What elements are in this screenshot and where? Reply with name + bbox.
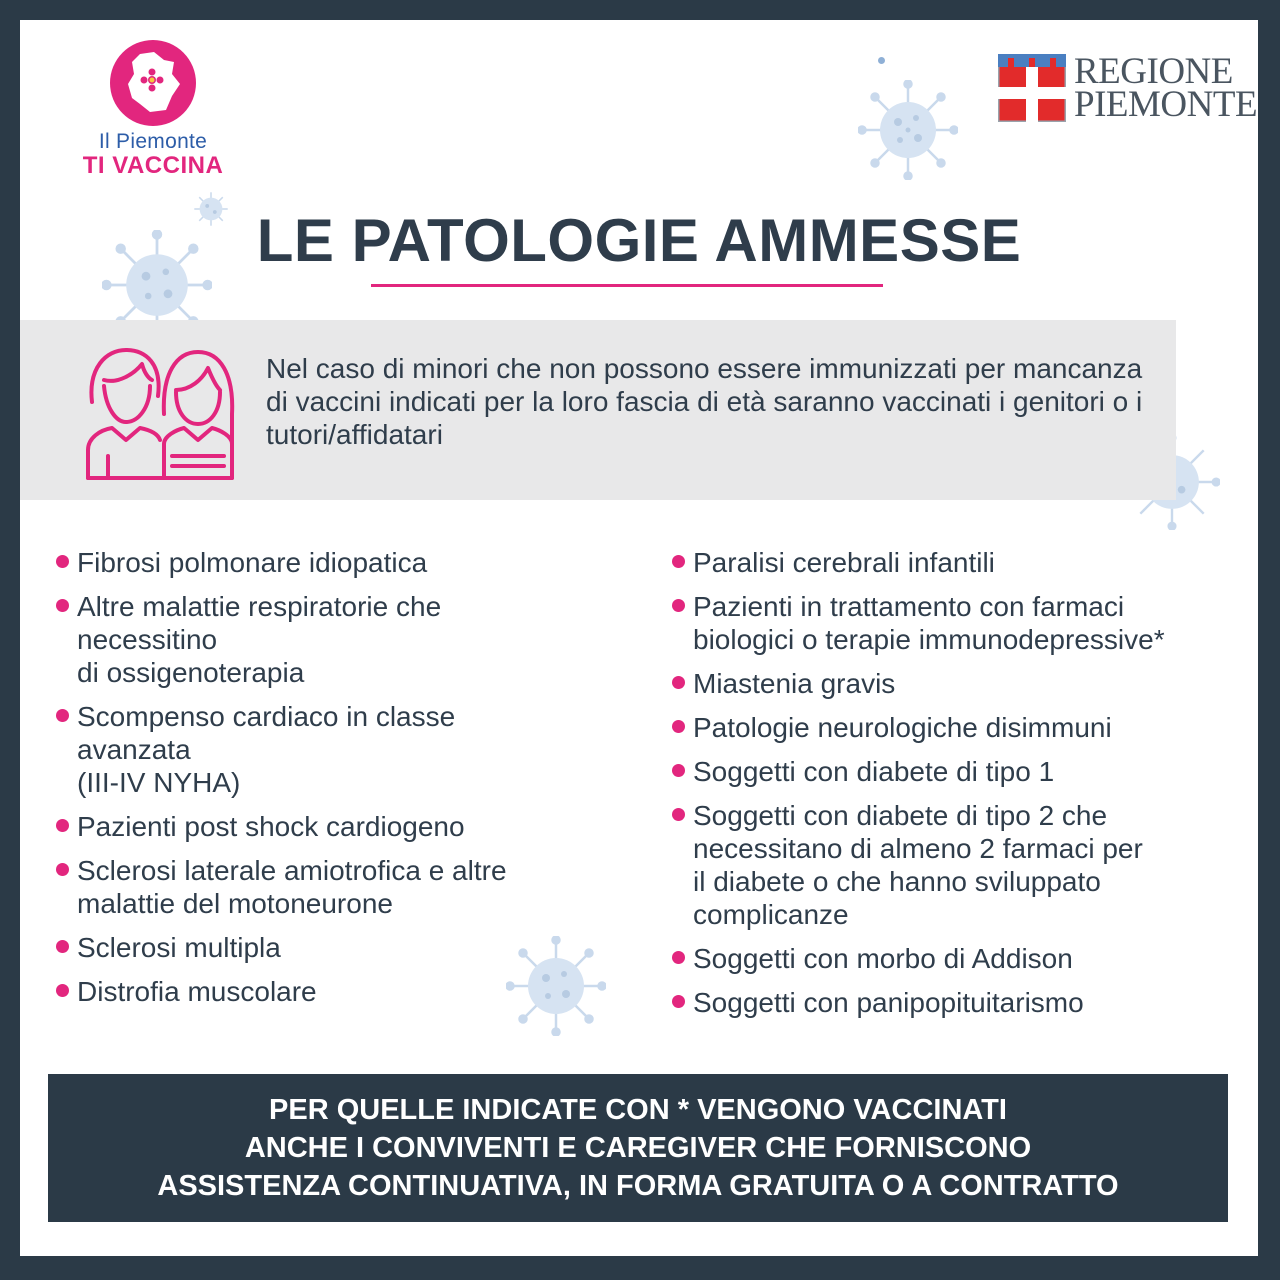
parents-icon <box>84 344 236 482</box>
bullet-icon <box>672 555 685 568</box>
logo-line-2: TI VACCINA <box>82 152 224 179</box>
bullet-icon <box>672 808 685 821</box>
list-item <box>56 854 586 920</box>
bullet-icon <box>672 764 685 777</box>
infographic-card <box>20 20 1258 1256</box>
bullet-icon <box>56 819 69 832</box>
list-item-text: Soggetti con morbo di Addison <box>693 943 1073 974</box>
list-item-text: Sclerosi laterale amiotrofica e altre malattie del motoneurone <box>77 855 507 919</box>
bullet-icon <box>56 555 69 568</box>
list-item-text: Soggetti con panipopituitarismo <box>693 987 1084 1018</box>
list-item-text: Pazienti post shock cardiogeno <box>77 811 465 842</box>
list-item-text: Miastenia gravis <box>693 668 896 699</box>
pathologies-list-left <box>56 546 586 1019</box>
bullet-icon <box>672 599 685 612</box>
list-item-text: Altre malattie respiratorie che necessitino di ossigenoterapia <box>77 591 442 688</box>
list-item <box>672 546 1232 579</box>
region-line-1: REGIONE <box>1074 51 1233 92</box>
list-item-text: Scompenso cardiaco in classe avanzata (III-IV NYHA) <box>77 701 456 798</box>
notice-text: Nel caso di minori che non possono essere immunizzati per mancanza di vaccini indicati per la loro fascia di età saranno vaccinati i genitori o i tutori/affidatari <box>266 353 1143 450</box>
list-item <box>56 810 586 843</box>
notice-band <box>20 320 1176 500</box>
title-underline <box>371 284 883 287</box>
list-item <box>56 931 586 964</box>
virus-dot <box>878 57 885 64</box>
list-item <box>672 667 1232 700</box>
logo-line-1: Il Piemonte <box>98 130 208 153</box>
footer-note <box>48 1074 1228 1222</box>
list-item <box>56 546 586 579</box>
page-title: LE PATOLOGIE AMMESSE <box>256 207 1022 274</box>
piemonte-ti-vaccina-logo <box>78 40 228 180</box>
list-item-text: Sclerosi multipla <box>77 932 281 963</box>
list-item <box>56 590 586 689</box>
piemonte-map-flower-icon <box>110 40 196 126</box>
list-item <box>672 590 1232 656</box>
list-item <box>56 975 586 1008</box>
region-line-2: PIEMONTE <box>1074 84 1258 125</box>
list-item-text: Soggetti con diabete di tipo 1 <box>693 756 1055 787</box>
list-item <box>672 986 1232 1019</box>
list-item-text: Patologie neurologiche disimmuni <box>693 712 1112 743</box>
virus-icon <box>858 80 958 180</box>
pathologies-list-right <box>672 546 1232 1030</box>
list-item-text: Pazienti in trattamento con farmaci biologici o terapie immunodepressive* <box>693 591 1165 655</box>
footer-text: PER QUELLE INDICATE CON * VENGONO VACCINATI ANCHE I CONVIVENTI E CAREGIVER CHE FORNISCONO ASSISTENZA CONTINUATIVA, IN FORMA GRATUITA O A CONTRATTO <box>157 1094 1119 1202</box>
list-item-text: Fibrosi polmonare idiopatica <box>77 547 428 578</box>
bullet-icon <box>56 984 69 997</box>
bullet-icon <box>672 720 685 733</box>
piemonte-coat-of-arms-icon <box>998 54 1066 122</box>
regione-piemonte-logo <box>998 51 1258 125</box>
bullet-icon <box>56 863 69 876</box>
list-item <box>672 755 1232 788</box>
list-item <box>672 711 1232 744</box>
list-item-text: Distrofia muscolare <box>77 976 317 1007</box>
list-item <box>56 700 586 799</box>
list-item-text: Soggetti con diabete di tipo 2 che necessitano di almeno 2 farmaci per il diabete o che hanno sviluppato complicanze <box>693 800 1143 930</box>
bullet-icon <box>56 940 69 953</box>
bullet-icon <box>672 951 685 964</box>
bullet-icon <box>672 676 685 689</box>
list-item <box>672 799 1232 931</box>
list-item-text: Paralisi cerebrali infantili <box>693 547 995 578</box>
bullet-icon <box>56 599 69 612</box>
list-item <box>672 942 1232 975</box>
bullet-icon <box>56 709 69 722</box>
bullet-icon <box>672 995 685 1008</box>
